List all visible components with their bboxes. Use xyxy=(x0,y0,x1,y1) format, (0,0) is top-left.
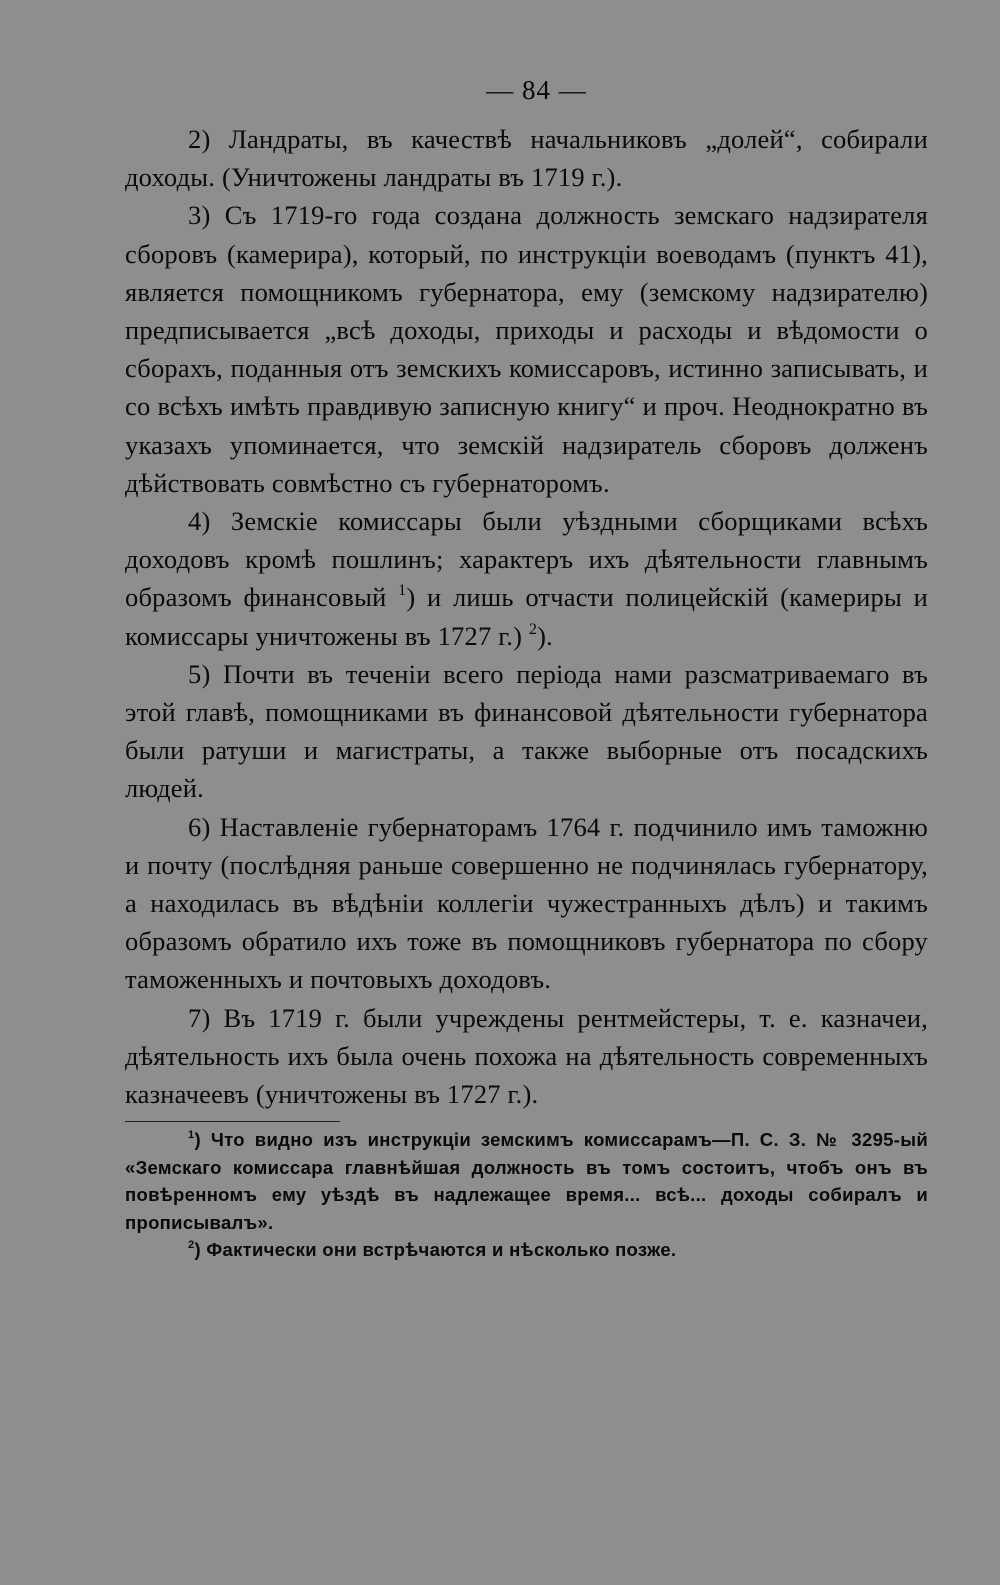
footnote-ref-2: 2 xyxy=(528,620,538,638)
paragraph-2-landraty: 2) Ландраты, въ качествѣ начальниковъ „долей“, собирали доходы. (Уничтожены ландраты въ 1719 г.). xyxy=(125,124,928,193)
footnote-divider xyxy=(125,1121,340,1122)
footnote-ref-1: 1 xyxy=(398,582,407,600)
footnote-2 xyxy=(125,1236,928,1264)
document-page xyxy=(125,70,928,1264)
paragraph-5-ratushi: 5) Почти въ теченіи всего періода нами разсматриваемаго въ этой главѣ, помощниками въ финансовой дѣятельности губернатора были ратуши и магистраты, а также выборные отъ посадскихъ людей. xyxy=(125,658,928,804)
paragraph-4-text-middle: ) и лишь отчасти полицейскій (камериры и комиссары уничтожены въ 1727 г.) xyxy=(125,582,929,651)
paragraph-4-text-before: 4) Земскіе комиссары были уѣздными сборщиками всѣхъ доходовъ кромѣ пошлинъ; характеръ ихъ дѣятельности главнымъ образомъ финансовый xyxy=(125,506,928,613)
footnote-1 xyxy=(125,1126,928,1236)
paragraph-3-kamerir: 3) Съ 1719-го года создана должность земскаго надзирателя сборовъ (камерира), который, по инструкціи воеводамъ (пунктъ 41), является помощникомъ губернатора, ему (земскому надзирателю) предписывается „всѣ доходы, приходы и расходы и вѣдомости о сборахъ, поданныя отъ земскихъ комиссаровъ, истинно записывать, и со всѣхъ имѣть правдивую записную книгу“ и проч. Неоднократно въ указахъ упоминается, что земскій надзиратель сборовъ долженъ дѣйствовать совмѣстно съ губернаторомъ. xyxy=(125,200,928,498)
footnote-1-marker: 1 xyxy=(188,1129,195,1142)
footnote-2-text: ) Фактически они встрѣчаются и нѣсколько позже. xyxy=(194,1239,677,1261)
paragraph-6-nastavlenie: 6) Наставленіе губернаторамъ 1764 г. подчинило имъ таможню и почту (послѣдняя раньше совершенно не подчинялась губернатору, а находилась въ вѣдѣніи коллегіи чужестранныхъ дѣлъ) и такимъ образомъ обратило ихъ тоже въ помощниковъ губернатора по сбору таможенныхъ и почтовыхъ доходовъ. xyxy=(125,811,928,995)
page-number: — 84 — xyxy=(486,75,587,105)
paragraph-7-rentmeistery: 7) Въ 1719 г. были учреждены рентмейстеры, т. е. казначеи, дѣятельность ихъ была очень похожа на дѣятельность современныхъ казначеевъ (уничтожены въ 1727 г.). xyxy=(125,1002,928,1110)
footnote-1-text: ) Что видно изъ инструкціи земскимъ комиссарамъ—П. С. З. № 3295-ый «Земскаго комиссара главнѣйшая должность въ томъ состоитъ, чтобъ онъ въ повѣренномъ ему уѣздѣ въ надлежащее время... всѣ... доходы собиралъ и прописывалъ». xyxy=(125,1129,928,1233)
paragraph-4-komissary xyxy=(125,502,928,655)
footnote-2-marker: 2 xyxy=(188,1239,195,1252)
paragraph-4-text-after: ). xyxy=(537,620,553,651)
